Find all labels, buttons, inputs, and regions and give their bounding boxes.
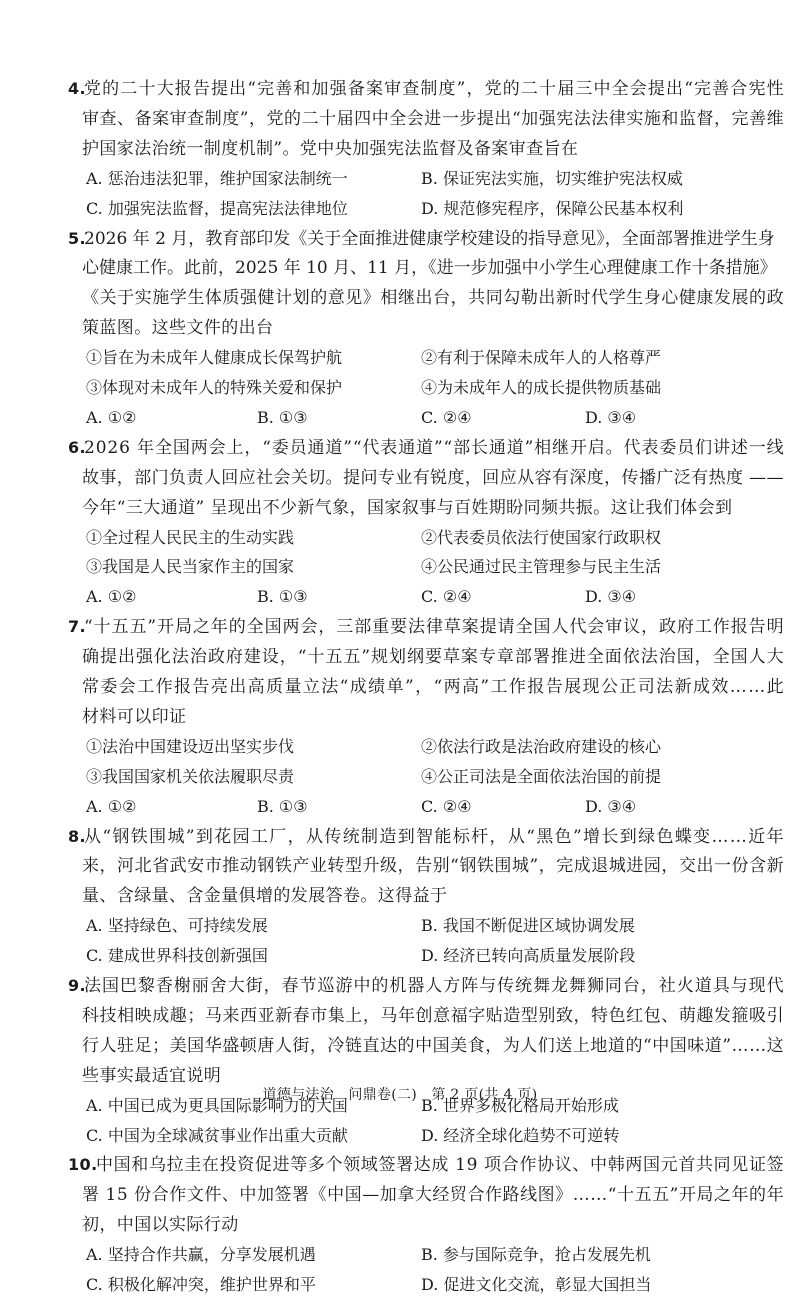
statement-item: ③我国国家机关依法履职尽责 [86,766,295,786]
question-stem-line: 行人驻足；美国华盛顿唐人街，冷链直达的中国美食，为人们送上地道的“中国味道”……这 [82,1035,785,1056]
statement-item: ④公民通过民主管理参与民主生活 [421,557,662,577]
question-stem-line: 护国家法治统一制度机制”。党中央加强宪法监督及备案审查旨在 [82,138,579,159]
answer-choice-d: D. ③④ [585,587,637,607]
question-number: 9. [68,976,87,995]
question-stem-line: 量、含绿量、含金量俱增的发展答卷。这得益于 [82,886,448,907]
question-number: 5. [68,228,87,248]
answer-choice-a: A. 坚持绿色、可持续发展 [86,916,268,936]
question-stem-line: 从“钢铁围城”到花园工厂，从传统制造到智能标杆，从“黑色”增长到绿色蝶变……近年 [84,826,785,847]
answer-choice-a: A. ①② [86,796,137,816]
answer-choice-c: C. ②④ [421,587,472,607]
question-stem-line: 故事，部门负责人回应社会关切。提问专业有锐度，回应从容有深度，传播广泛有热度 —— [82,467,784,488]
question-stem-line: 法国巴黎香榭丽舍大街，春节巡游中的机器人方阵与传统舞龙舞狮同台，社火道具与现代 [84,976,785,996]
question-number: 8. [68,826,87,846]
statement-item: ④为未成年人的成长提供物质基础 [421,378,662,397]
answer-choice-d: D. 经济全球化趋势不可逆转 [421,1125,620,1145]
answer-choice-c: C. ②④ [421,796,472,816]
question-stem-line: 来，河北省武安市推动钢铁产业转型升级，告别“钢铁围城”，完成退城进园，交出一份含新 [82,856,785,877]
answer-choice-d: D. ③④ [585,796,637,816]
answer-choice-b: B. 保证宪法实施，切实维护宪法权威 [421,168,683,188]
statement-item: ③我国是人民当家作主的国家 [86,557,295,577]
question-stem-line: “十五五”开局之年的全国两会，三部重要法律草案提请全国人代会审议，政府工作报告明 [84,617,785,638]
answer-choice-c: C. ②④ [421,407,472,427]
page-footer: 道德与法治 问鼎卷(二) 第 2 页(共 4 页) [262,1087,538,1103]
statement-item: ②有利于保障未成年人的人格尊严 [421,348,662,368]
question-number: 10. [68,1155,98,1175]
question-stem-line: 党的二十大报告提出“完善和加强备案审查制度”，党的二十届三中全会提出“完善合宪性 [84,79,785,99]
answer-choice-d: D. ③④ [585,407,637,427]
statement-item: ①法治中国建设迈出坚实步伐 [86,736,295,756]
answer-choice-a: A. 惩治违法犯罪，维护国家法制统一 [86,168,348,188]
answer-choice-d: D. 规范修宪程序，保障公民基本权利 [421,198,684,218]
statement-item: ②依法行政是法治政府建设的核心 [421,736,662,756]
answer-choice-c: C. 加强宪法监督，提高宪法法律地位 [86,198,348,218]
statement-item: ③体现对未成年人的特殊关爱和保护 [86,378,343,397]
question-stem-line: 些事实最适宜说明 [82,1065,222,1086]
question-stem-line: 心健康工作。此前，2025 年 10 月、11 月，《进一步加强中小学生心理健康工作十条措施》 [82,258,777,279]
answer-choice-d: D. 经济已转向高质量发展阶段 [421,946,636,966]
answer-choice-b: B. 我国不断促进区域协调发展 [421,916,635,936]
question-stem-line: 审查、备案审查制度”，党的二十届四中全会进一步提出“加强宪法法律实施和监督，完善维 [82,108,785,129]
answer-choice-d: D. 促进文化交流，彰显大国担当 [421,1275,652,1294]
question-stem-line: 《关于实施学生体质强健计划的意见》相继出台，共同勾勒出新时代学生身心健康发展的政 [82,288,785,309]
question-stem-line: 初，中国以实际行动 [82,1215,239,1236]
question-number: 6. [68,437,87,457]
statement-item: ④公正司法是全面依法治国的前提 [421,766,662,786]
statement-item: ①旨在为未成年人健康成长保驾护航 [86,348,343,368]
answer-choice-a: A. 坚持合作共赢，分享发展机遇 [86,1245,316,1265]
question-stem-line: 署 15 份合作文件、中加签署《中国—加拿大经贸合作路线图》……“十五五”开局之年的年 [82,1185,785,1206]
question-stem-line: 策蓝图。这些文件的出台 [82,318,274,339]
question-stem-line: 科技相映成趣；马来西亚新春市集上，马年创意福字贴造型别致，特色红包、萌趣发箍吸引 [82,1005,785,1026]
question-stem-line: 常委会工作报告亮出高质量立法“成绩单”，“两高”工作报告展现公正司法新成效……此 [82,677,786,697]
statement-item: ①全过程人民民主的生动实践 [86,527,295,547]
question-stem-line: 2026 年全国两会上，“委员通道”“代表通道”“部长通道”相继开启。代表委员们讲述一线 [84,437,785,458]
question-stem-line: 今年“三大通道” 呈现出不少新气象，国家叙事与百姓期盼同频共振。这让我们体会到 [82,497,733,518]
answer-choice-c: C. 积极化解冲突，维护世界和平 [86,1275,316,1294]
answer-choice-b: B. ①③ [257,587,308,607]
answer-choice-c: C. 中国为全球减贫事业作出重大贡献 [86,1125,348,1145]
answer-choice-a: A. ①② [86,587,137,607]
answer-choice-b: B. 世界多极化格局开始形成 [421,1095,619,1115]
question-stem-line: 中国和乌拉圭在投资促进等多个领域签署达成 19 项合作协议、中韩两国元首共同见证签 [96,1155,785,1176]
question-stem-line: 材料可以印证 [82,706,187,727]
question-number: 4. [68,79,87,98]
answer-choice-a: A. ①② [86,407,137,427]
answer-choice-a: A. 中国已成为更具国际影响力的大国 [86,1095,348,1115]
question-stem-line: 2026 年 2 月，教育部印发《关于全面推进健康学校建设的指导意见》，全面部署推进学生身 [84,228,775,249]
statement-item: ②代表委员依法行使国家行政职权 [421,527,662,547]
question-number: 7. [68,617,87,637]
answer-choice-c: C. 建成世界科技创新强国 [86,946,268,966]
question-stem-line: 确提出强化法治政府建设，“十五五”规划纲要草案专章部署推进全面依法治国，全国人大 [82,647,785,668]
answer-choice-b: B. ①③ [257,407,308,427]
answer-choice-b: B. ①③ [257,796,308,816]
answer-choice-b: B. 参与国际竞争，抢占发展先机 [421,1245,651,1265]
